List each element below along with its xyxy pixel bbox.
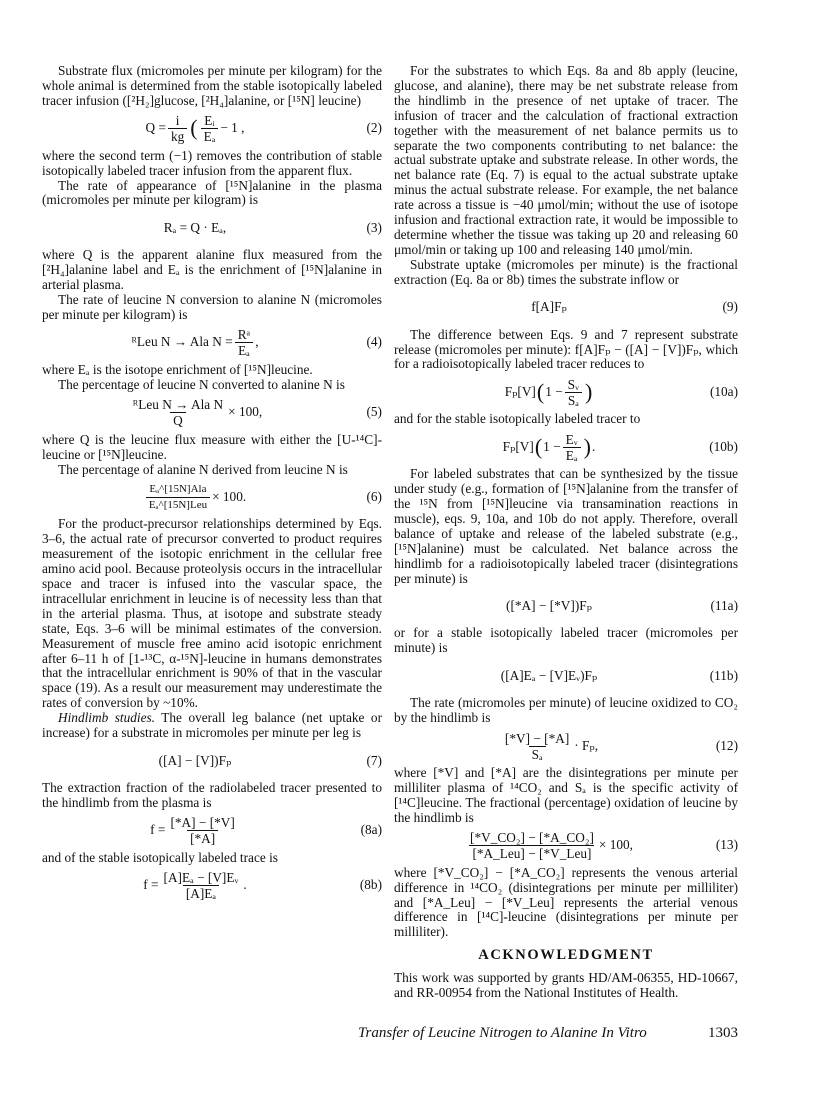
paragraph: Substrate uptake (micromoles per minute) is the fractional extraction (Eq. 8a or 8b) times the substrate inflow or xyxy=(394,256,738,287)
equation-number: (7) xyxy=(366,752,382,768)
equation-number: (12) xyxy=(715,737,738,753)
paragraph: The rate (micromoles per minute) of leucine oxidized to CO₂ by the hindlimb is xyxy=(394,695,738,726)
equation-12: $\frac{[*V] - [*A]}{\text{Sₐ}}$ · Fₚ, (12) xyxy=(504,730,738,762)
equation-11b: ([A]Eₐ − [V]Eᵥ)Fₚ (11b) xyxy=(500,667,738,683)
section-heading: Hindlimb studies. xyxy=(58,710,156,726)
equation-4: ᴿLeu N → Ala N = $\frac{\text{Rᵃ}}{\text{Eₐ}}$ , (4) xyxy=(131,327,382,359)
paragraph: The percentage of leucine N converted to alanine N is xyxy=(58,376,345,392)
acknowledgment-heading: ACKNOWLEDGMENT xyxy=(478,947,654,964)
equation-7: ([A] − [V])Fₚ (7) xyxy=(158,752,382,768)
equation-number: (10b) xyxy=(709,438,738,454)
equation-number: (8b) xyxy=(359,877,382,893)
equation-9: f[A]Fₚ (9) xyxy=(531,299,738,315)
acknowledgment-text: This work was supported by grants HD/AM-06355, HD-10667, and RR-00954 from the National Institutes of Health. xyxy=(394,970,738,1001)
equation-number: (10a) xyxy=(709,383,738,399)
paragraph: where [*V] and [*A] are the disintegrations per minute per milliliter plasma of ¹⁴CO₂ and Sₐ is the specific activity of [¹⁴C]leucine. The fractional (percentage) oxidation of leucine by the hindlimb is xyxy=(394,765,738,825)
right-column xyxy=(394,64,738,1001)
paragraph: The rate of appearance of [¹⁵N]alanine in the plasma (micromoles per minute per kilogram) is xyxy=(42,177,382,208)
equation-10a: Fₚ[V] ( 1 − $\frac{\text{Sᵥ}}{\text{Sₐ}}$ ) (10a) xyxy=(504,376,738,408)
equation-number: (6) xyxy=(366,488,382,504)
equation-8a: f = $\frac{[*A] - [*V]}{[*A]}$ (8a) xyxy=(150,815,382,847)
paragraph: For labeled substrates that can be synthesized by the tissue under study (e.g., formation of [¹⁵N]alanine from the transfer of the ¹⁵N from [¹⁵N]leucine via transamination reactions in muscle), eqs. 9, 10a, and 10b do not apply. Therefore, overall balance of uptake and release of the labeled substrate (e.g., [¹⁵N]alanine) must be calculated. Net balance across the hindlimb for a radioisotopically labeled tracer (disintegrations per minute) is xyxy=(394,466,738,586)
paragraph: For the substrates to which Eqs. 8a and 8b apply (leucine, glucose, and alanine), there may be net substrate release from the hindlimb in the presence of net uptake of tracer. The infusion of tracer and the calculation of fractional extraction together with the measurement of net balance permits us to separate the two components contributing to net balance: the actual substrate uptake and substrate release. In other words, the net balance rate (Eq. 7) is equal to the actual substrate uptake minus the actual substrate release. For example, the net balance rate across a tissue is −40 μmol/min; without the use of isotope infusion and fractional extraction rate, it would be impossible to determine whether the tissue was taking up 20 and releasing 60 μmol/min or taking up 100 and releasing 140 μmol/min. xyxy=(394,63,738,257)
paragraph: where Q is the apparent alanine flux measured from the [²H₄]alanine label and Eₐ is the enrichment of [¹⁵N]alanine in arterial plasma. xyxy=(42,247,382,293)
paragraph: Substrate flux (micromoles per minute per kilogram) for the whole animal is determined from the stable isotopically labeled tracer infusion ([²H₂]glucose, [²H₄]alanine, or [¹⁵N] leucine) xyxy=(42,63,382,108)
paragraph: where [*V_CO₂] − [*A_CO₂] represents the venous arterial difference in ¹⁴CO₂ (disintegrations per minute per milliliter) and [*A_Leu] − [*V_Leu] represents the arterial venous difference in [¹⁴C]-leucine (disintegrations per minute per milliliter). xyxy=(394,864,738,940)
left-column xyxy=(42,64,382,906)
equation-number: (9) xyxy=(722,299,738,315)
paragraph: and of the stable isotopically labeled trace is xyxy=(42,849,278,865)
equation-10b: Fₚ[V] ( 1 − $\frac{\text{Eᵥ}}{\text{Eₐ}}$ ) . (10b) xyxy=(502,431,738,463)
equation-number: (2) xyxy=(366,120,382,136)
paragraph: The extraction fraction of the radiolabeled tracer presented to the hindlimb from the plasma is xyxy=(42,780,382,810)
equation-13: $\frac{\text{[*V\_CO₂] − [*A\_CO₂]}}{\text{[*A\_Leu] − [*V\_Leu]}}$ × 100, (13) xyxy=(470,830,738,862)
paragraph: where Eₐ is the isotope enrichment of [¹⁵N]leucine. xyxy=(42,361,313,377)
paragraph: where Q is the leucine flux measure with either the [U-¹⁴C]-leucine or [¹⁵N]leucine. xyxy=(42,431,382,462)
equation-number: (11a) xyxy=(710,598,738,614)
equation-number: (4) xyxy=(366,334,382,350)
page-footer xyxy=(358,1025,738,1042)
equation-number: (5) xyxy=(366,404,382,420)
equation-8b: f = $\frac{\text{[A]Eₐ − [V]Eᵥ}}{\text{[A]Eₐ}}$ . (8b) xyxy=(143,870,382,902)
running-title: Transfer of Leucine Nitrogen to Alanine In Vitro xyxy=(358,1025,647,1041)
page-number: 1303 xyxy=(708,1025,738,1041)
equation-number: (8a) xyxy=(360,822,382,838)
paragraph: The percentage of alanine N derived from leucine N is xyxy=(58,461,348,477)
paragraph: and for the stable isotopically labeled tracer to xyxy=(394,411,641,427)
equation-number: (11b) xyxy=(709,667,738,683)
paragraph: Hindlimb studies. The overall leg balance (net uptake or increase) for a substrate in micromoles per minute per leg is xyxy=(42,710,382,741)
paragraph: or for a stable isotopically labeled tracer (micromoles per minute) is xyxy=(394,625,738,656)
equation-2: Q = $\frac{i}{kg}$ ( $\frac{\text{Eᵢ}}{\text{Eₐ}}$ − 1 , (2) xyxy=(145,113,382,145)
equation-number: (3) xyxy=(366,219,382,235)
paragraph: The rate of leucine N conversion to alanine N (micromoles per minute per kilogram) is xyxy=(42,292,382,322)
equation-3: Rₐ = Q · Eₐ, (3) xyxy=(163,219,382,235)
paragraph: For the product-precursor relationships determined by Eqs. 3–6, the actual rate of precursor converted to product requires measurement of the isotopic enrichment in the cellular free amino acid pool. Because proteolysis occurs in the intracellular space and tracer is infused into the vascular space, the intracellular enrichment in leucine is of necessity less than that in the arterial plasma. Thus, at isotope and substrate steady state, Eqs. 3–6 will be minimal estimates of the conversion. Measurement of muscle free amino acid isotopic enrichment after 6–11 h of [1-¹³C, α-¹⁵N]-leucine in humans demonstrates that the intracellular enrichment is 90% of that in the vascular space (19). As a result our measurement may underestimate the rates of conversion by ~10%. xyxy=(42,516,382,711)
equation-number: (13) xyxy=(715,837,738,853)
paragraph: The difference between Eqs. 9 and 7 represent substrate release (micromoles per minute): f[A]Fₚ − ([A] − [V])Fₚ, which for a radioisotopically labeled tracer reduces to xyxy=(394,326,738,372)
equation-11a: ([*A] − [*V])Fₚ (11a) xyxy=(506,598,738,614)
equation-6: $\frac{\text{Eₐ\textasciicircum{}[15N]Ala}}{\text{Eₐ\textasciicircum{}[15N]Leu}}$ × 100. (6) xyxy=(42,477,382,517)
equation-5: $\frac{\text{ᴿLeu N → Ala N}}{Q}$ × 100, (5) xyxy=(132,397,382,429)
paragraph: where the second term (−1) removes the contribution of stable isotopically labeled tracer infusion from the apparent flux. xyxy=(42,147,382,178)
